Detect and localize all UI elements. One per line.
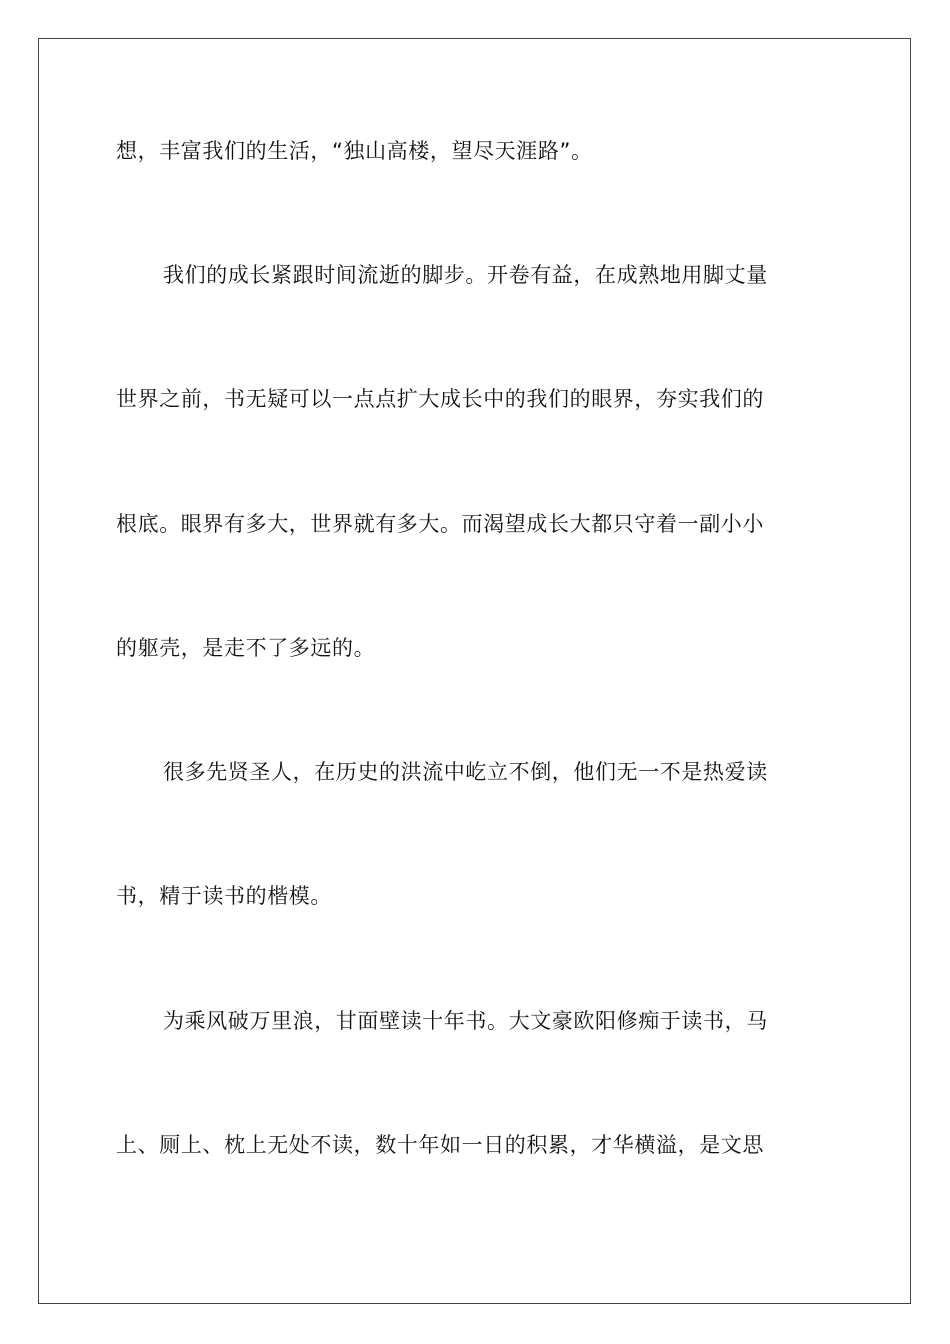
page-border (38, 38, 911, 1304)
text-line: 想，丰富我们的生活，“独山高楼，望尽天涯路”。 (116, 139, 593, 163)
text-line: 根底。眼界有多大，世界就有多大。而渴望成长大都只守着一副小小 (116, 512, 764, 536)
paragraph-first-line: 很多先贤圣人，在历史的洪流中屹立不倒，他们无一不是热爱读 (163, 760, 768, 784)
paragraph-first-line: 为乘风破万里浪，甘面壁读十年书。大文豪欧阳修痴于读书，马 (163, 1009, 768, 1033)
text-line: 的躯壳，是走不了多远的。 (116, 636, 376, 660)
text-line: 书，精于读书的楷模。 (116, 884, 332, 908)
text-line: 世界之前，书无疑可以一点点扩大成长中的我们的眼界，夯实我们的 (116, 387, 764, 411)
paragraph-first-line: 我们的成长紧跟时间流逝的脚步。开卷有益，在成熟地用脚丈量 (163, 263, 768, 287)
text-line: 上、厕上、枕上无处不读，数十年如一日的积累，才华横溢，是文思 (116, 1133, 764, 1157)
